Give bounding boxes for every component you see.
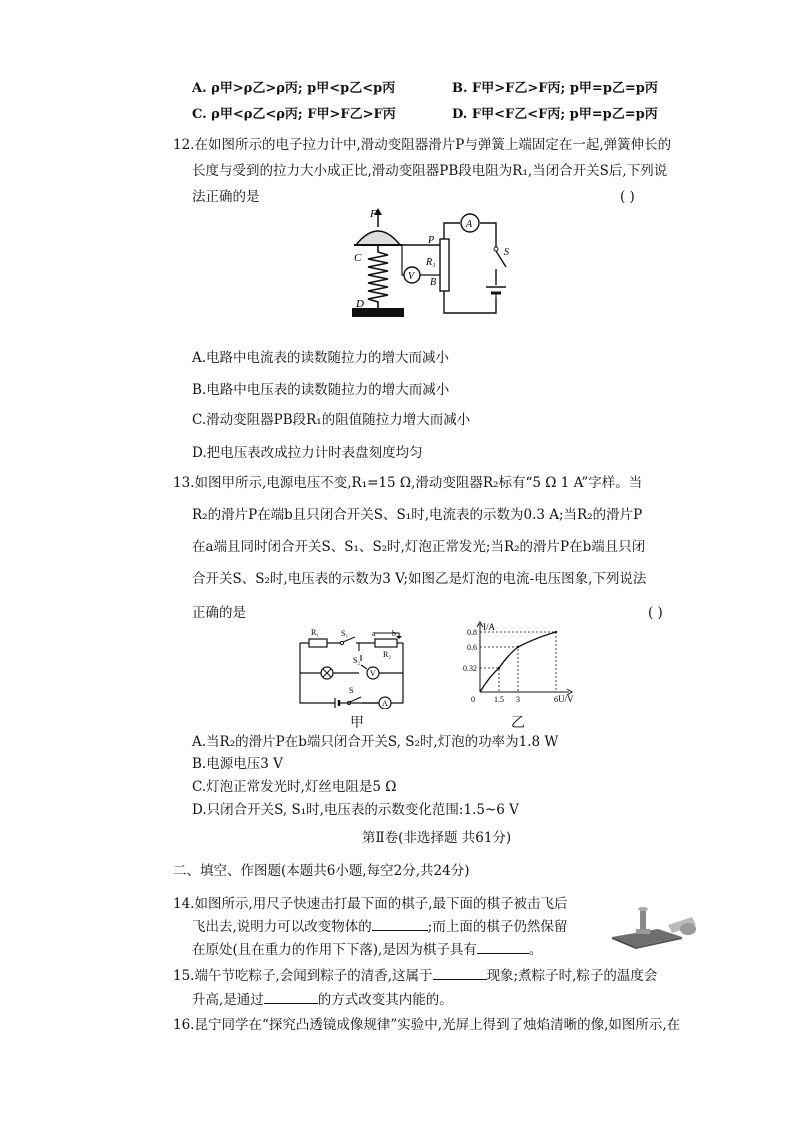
section-title: 二、填空、作图题(本题共6小题,每空2分,共24分): [173, 863, 470, 879]
q13-stem-line4: 合开关S、S₂时,电压表的示数为3 V;如图乙是灯泡的电流-电压图象,下列说法: [192, 571, 647, 587]
q14-line2-text-b: ;而上面的棋子仍然保留: [427, 919, 568, 935]
label-S: S: [504, 247, 509, 258]
voltmeter-symbol: V: [370, 669, 376, 678]
q12-tension-meter-figure: [340, 205, 520, 323]
label-D: D: [356, 298, 364, 310]
y-tick-label: 0.6: [467, 643, 477, 652]
q13-option-d: D.只闭合开关S, S₁时,电压表的示数变化范围:1.5~6 V: [192, 802, 519, 818]
y-tick-label: 0.32: [463, 664, 477, 673]
x-tick-label: 1.5: [494, 695, 504, 704]
q14-line2-text-a: 飞出去,说明力可以改变物体的: [192, 919, 372, 935]
q13-iv-graph: [455, 620, 585, 704]
q13-circuit-jia: [295, 625, 415, 709]
q14-line3: [192, 941, 542, 959]
q14-line3-text-a: 在原处(且在重力的作用下下落),是因为棋子具有: [192, 942, 477, 958]
q14-blank-2[interactable]: [477, 941, 529, 954]
q12-option-b: B.电路中电压表的读数随拉力的增大而减小: [192, 382, 450, 398]
q15-line2-text-b: 的方式改变其内能的。: [317, 992, 453, 1008]
q14-line3-text-b: 。: [528, 942, 543, 958]
q15-line1-text-b: 现象;煮粽子时,粽子的温度会: [486, 968, 658, 984]
x-tick-label: 6: [554, 695, 558, 704]
q13-option-b: B.电源电压3 V: [192, 756, 283, 772]
q11-option-d: D. F甲<F乙<F丙; p甲=p乙=p丙: [452, 107, 658, 122]
q12-option-a: A.电路中电流表的读数随拉力的增大而减小: [192, 350, 450, 366]
q15-blank-2[interactable]: [264, 991, 318, 1004]
label-b: b: [392, 629, 396, 638]
q13-answer-bracket: ( ): [648, 605, 663, 621]
q13-stem-line2: R₂的滑片P在端b且只闭合开关S、S₁时,电流表的示数为0.3 A;当R₂的滑片P: [192, 507, 643, 523]
data-point: [517, 646, 519, 648]
q14-chess-pieces-image: [608, 903, 698, 949]
q12-stem-line3: 法正确的是: [192, 189, 260, 205]
section-heading: 第Ⅱ卷(非选择题 共61分): [362, 830, 512, 846]
data-point: [555, 631, 557, 633]
x-tick-label: 3: [516, 695, 520, 704]
q11-option-c: C. ρ甲<ρ乙<ρ丙; F甲>F乙>F丙: [192, 107, 396, 122]
label-F: F: [370, 208, 377, 220]
label-P: P: [428, 235, 435, 246]
q13-option-a: A.当R₂的滑片P在b端只闭合开关S, S₂时,灯泡的功率为1.8 W: [192, 734, 559, 750]
q13-option-c: C.灯泡正常发光时,灯丝电阻是5 Ω: [192, 779, 397, 795]
q12-stem-line1: 12.在如图所示的电子拉力计中,滑动变阻器滑片P与弹簧上端固定在一起,弹簧伸长的: [173, 137, 672, 153]
label-R1: R₁: [426, 257, 436, 268]
label-B: B: [430, 277, 437, 288]
q15-line2-text-a: 升高,是通过: [192, 992, 264, 1008]
q12-stem-line2: 长度与受到的拉力大小成正比,滑动变阻器PB段电阻为R₁,当闭合开关S后,下列说: [192, 163, 668, 179]
x-axis-label: U/V: [558, 694, 574, 704]
q13-stem-line5: 正确的是: [192, 605, 246, 621]
label-C: C: [354, 252, 362, 264]
label-S2: S₂: [353, 656, 361, 665]
q15-blank-1[interactable]: [433, 967, 487, 980]
q13-stem-line1: 13.如图甲所示,电源电压不变,R₁=15 Ω,滑动变阻器R₂标有“5 Ω 1 A”字样。当: [173, 475, 643, 491]
label-R1: R₁: [311, 628, 320, 637]
q15-line1: [173, 967, 657, 985]
label-S1: S₁: [341, 629, 349, 638]
figure-jia-caption: 甲: [350, 715, 364, 731]
y-tick-label: 0.8: [467, 628, 477, 637]
label-S: S: [349, 686, 354, 695]
figure-yi-caption: 乙: [511, 715, 525, 731]
q12-option-c: C.滑动变阻器PB段R₁的阻值随拉力增大而减小: [192, 412, 471, 428]
q14-line1: 14.如图所示,用尺子快速击打最下面的棋子,最下面的棋子被击飞后: [173, 896, 568, 912]
label-R2: R₂: [383, 650, 392, 659]
q15-line2: [192, 991, 453, 1009]
data-point: [498, 667, 500, 669]
x-tick-label: 0: [471, 695, 475, 704]
q12-option-d: D.把电压表改成拉力计时表盘刻度均匀: [192, 445, 423, 461]
y-axis-label: I/A: [483, 622, 495, 632]
q11-option-b: B. F甲>F乙>F丙; p甲=p乙=p丙: [452, 81, 658, 96]
q15-line1-text-a: 15.端午节吃粽子,会闻到粽子的清香,这属于: [173, 968, 433, 984]
q14-blank-1[interactable]: [372, 918, 428, 931]
ammeter-symbol: A: [382, 699, 388, 708]
label-a: a: [372, 629, 376, 638]
q14-line2: [192, 918, 567, 936]
voltmeter-symbol: V: [408, 271, 415, 282]
ammeter-symbol: A: [466, 219, 473, 230]
q16-line1: 16.昆宁同学在“探究凸透镜成像规律”实验中,光屏上得到了烛焰清晰的像,如图所示,在: [173, 1017, 681, 1033]
q11-option-a: A. ρ甲>ρ乙>ρ丙; p甲<p乙<p丙: [192, 81, 396, 96]
q12-answer-bracket: ( ): [620, 189, 635, 205]
q13-stem-line3: 在a端且同时闭合开关S、S₁、S₂时,灯泡正常发光;当R₂的滑片P在b端且只闭: [192, 539, 646, 555]
